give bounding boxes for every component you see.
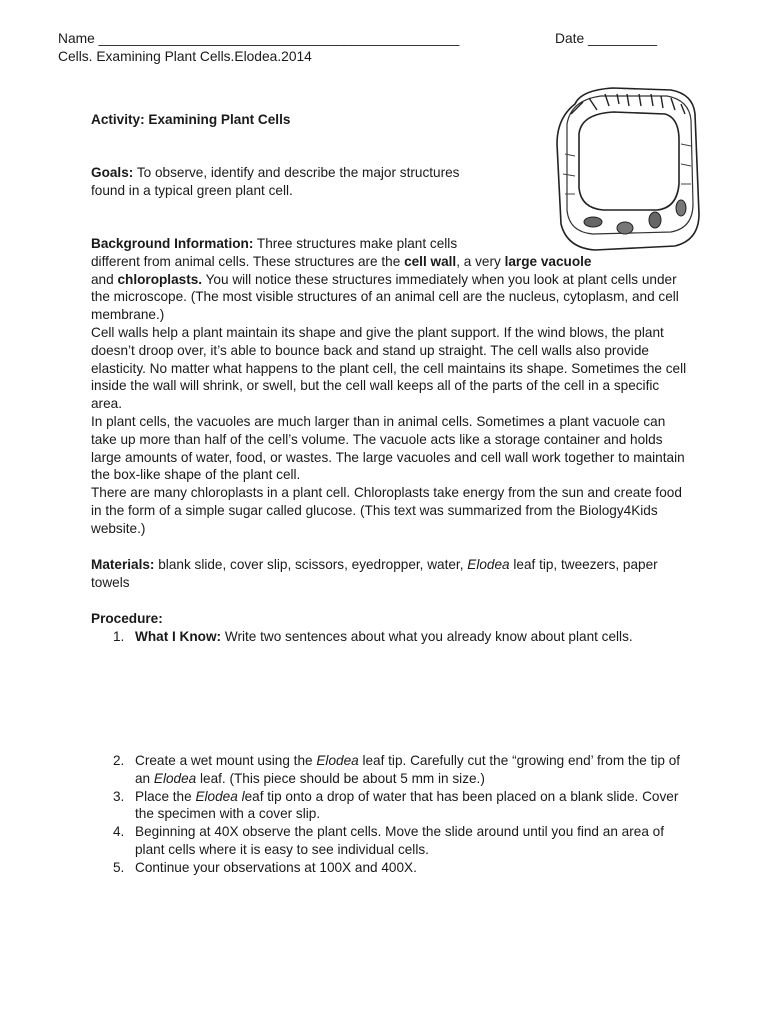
materials-text: blank slide, cover slip, scissors, eyedropper, water, [154, 557, 468, 572]
step5-text: Continue your observations at 100X and 400X. [135, 859, 417, 875]
step-number: 1. [113, 629, 125, 644]
step-number: 3. [113, 788, 125, 804]
materials-text: leaf tip, tweezers, paper towels [91, 557, 658, 590]
date-line: Date _________ [555, 31, 658, 46]
term-chloroplasts: chloroplasts. [117, 271, 203, 287]
materials-elodea: Elodea [467, 557, 510, 572]
materials-section [91, 556, 691, 592]
step-number: 2. [113, 753, 125, 768]
course-line: Cells. Examining Plant Cells.Elodea.2014 [58, 49, 312, 64]
background-paragraph-2: Cell walls help a plant maintain its shape and give the plant support. If the wind blows, the plant doesn’t droop over, it’s able to bounce back and stand up straight. The cell walls also provide elasticity. No matter what happens to the plant cell, the cell maintains its shape. Sometimes the cell inside the wall will shrink, or swell, but the cell wall keeps all of the parts of the cell in a specific area. [91, 324, 687, 412]
step-number: 4. [113, 824, 125, 840]
procedure-step-1 [91, 628, 691, 646]
step1-label: What I Know: [135, 629, 222, 644]
plant-cell-drawing [553, 84, 703, 254]
activity-title: Activity: Examining Plant Cells [91, 112, 291, 127]
procedure-step-4 [91, 823, 691, 859]
step3-text: eaf tip onto a drop of water that has been placed on a blank slide. Cover the specimen with a cover slip. [135, 788, 679, 822]
materials-label: Materials: [91, 557, 155, 572]
step4-text: Beginning at 40X observe the plant cells. Move the slide around until you find an area of plant cells where it is easy to see individual cells. [135, 824, 664, 857]
background-text: You will notice these structures immediately when you look at plant cells under the microscope. (The most visible structures of an animal cell are the nucleus, cytoplasm, and cell membrane.) [91, 271, 679, 323]
step2-text: leaf. (This piece should be about 5 mm in size.) [196, 770, 485, 786]
name-line: Name _______________________________________________ [58, 31, 460, 46]
step-number: 5. [113, 859, 125, 875]
procedure-step-3 [91, 788, 691, 824]
background-section [91, 235, 691, 538]
goals-label: Goals: [91, 165, 134, 180]
background-text: and [91, 271, 118, 287]
background-paragraph-3: In plant cells, the vacuoles are much larger than in animal cells. Sometimes a plant vacuole can take up more than half of the cell’s volume. The vacuole acts like a storage container and holds large amounts of water, food, or wastes. The large vacuoles and cell wall work together to maintain the box-like shape of the plant cell. [91, 413, 685, 483]
background-label: Background Information: [91, 236, 254, 251]
term-large-vacuole: large vacuole [504, 253, 592, 269]
goals-section [91, 164, 511, 200]
step3-elodea: Elodea l [195, 788, 245, 804]
term-cell-wall: cell wall [404, 253, 457, 269]
background-paragraph-4: There are many chloroplasts in a plant cell. Chloroplasts take energy from the sun and create food in the form of a simple sugar called glucose. (This text was summarized from the Biology4Kids website.) [91, 485, 682, 536]
step2-elodea: Elodea [153, 770, 197, 786]
procedure-step-5 [91, 859, 691, 877]
procedure-list-2 [91, 752, 691, 877]
background-text: different from animal cells. These structures are the [91, 253, 405, 269]
step1-text: Write two sentences about what you already know about plant cells. [221, 629, 633, 644]
step2-text: Create a wet mount using the [135, 753, 317, 768]
procedure-list-1 [91, 628, 691, 646]
step3-text: Place the [135, 788, 196, 804]
procedure-step-2 [91, 752, 691, 788]
step2-elodea: Elodea [316, 753, 359, 768]
goals-text-2: found in a typical green plant cell. [91, 182, 293, 198]
background-text: Three structures make plant cells [253, 236, 458, 251]
procedure-heading: Procedure: [91, 611, 163, 626]
goals-text-1: To observe, identify and describe the major structures [133, 165, 460, 180]
background-text: , a very [456, 253, 505, 269]
step2-text: leaf tip. Carefully cut the “growing end’ from the tip of an [135, 753, 681, 786]
